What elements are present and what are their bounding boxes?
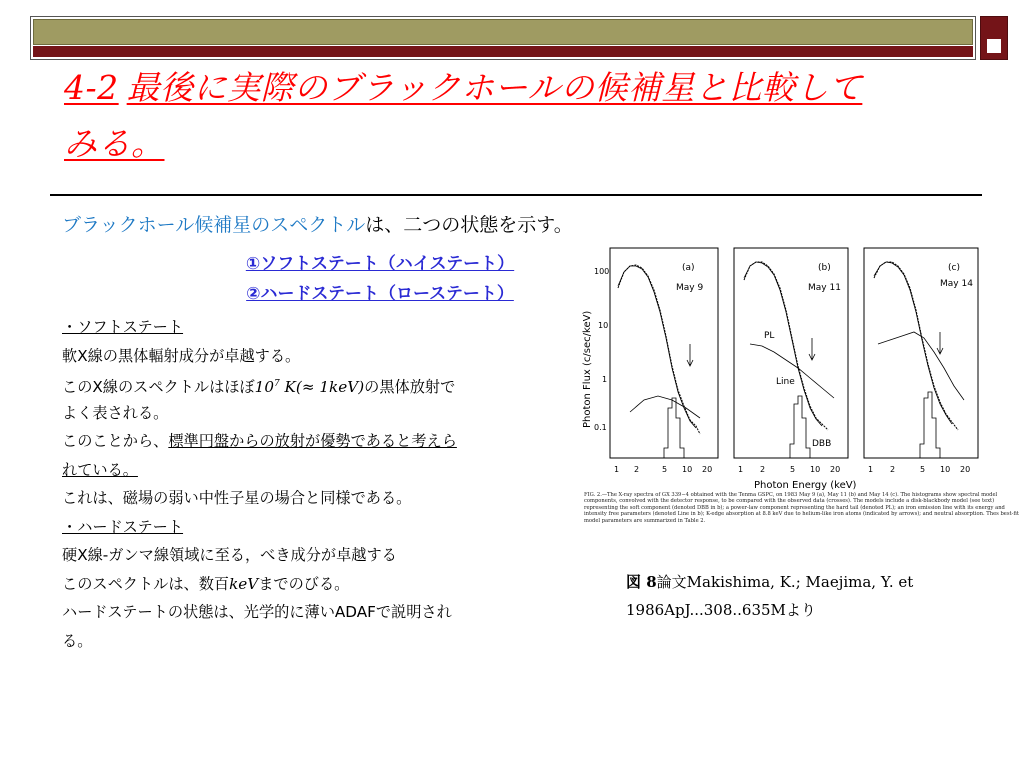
y-tick-100: 100	[594, 267, 610, 276]
panel-b-tag: (b)	[818, 263, 831, 273]
label-line: Line	[776, 377, 795, 387]
slide-title-line1: 最後に実際のブラックホールの候補星と比較して	[126, 68, 863, 107]
soft-line-2b: の黒体放射で	[364, 378, 456, 397]
formula-exponent: 7	[273, 379, 280, 389]
temperature-formula	[255, 378, 364, 396]
hard-line-2b: までのびる。	[258, 574, 350, 593]
panel-b-x-20: 20	[830, 465, 841, 474]
panel-b-date: May 11	[808, 283, 841, 293]
panel-c-x-20: 20	[960, 465, 971, 474]
hard-line-2	[62, 570, 552, 599]
panel-b	[734, 248, 848, 474]
corner-square-inner	[987, 39, 1001, 53]
header-bar-olive	[33, 19, 973, 45]
y-tick-1: 1	[602, 375, 608, 384]
soft-line-4	[62, 427, 552, 456]
spectra-figure	[578, 240, 1018, 530]
panel-a-date: May 9	[676, 283, 704, 293]
label-pl: PL	[764, 331, 775, 341]
panel-c	[864, 248, 978, 474]
soft-line-4a: このことから、	[62, 432, 169, 450]
panel-b-x-5: 5	[790, 465, 796, 474]
hard-line-4: る。	[62, 631, 93, 650]
panel-a-x-20: 20	[702, 465, 713, 474]
soft-line-4b: 標準円盤からの放射が優勢であると考えら	[168, 432, 457, 450]
panel-a-x-1: 1	[614, 465, 620, 474]
panel-b-pl	[750, 344, 834, 398]
panel-a-tag: (a)	[682, 263, 695, 273]
formula-base: 10	[254, 378, 274, 397]
intro-highlight: ブラックホール候補星のスペクトル	[62, 214, 366, 236]
figure-caption: FIG. 2.—The X-ray spectra of GX 339−4 obtained with the Tenma GSPC, on 1983 May 9 (a), May 11 (b) and May 14 (c). The histograms show spectral model components, convolved with the detector response, to be compared with the observed data (crosses). The models include a disk-blackbody model (see text) representing the soft component (denoted DBB in b); a power-law component representing the hard tail (denoted PL); an iron emission line with its energy and intensity free parameters (denoted Line in b); K-edge absorption at 8.8 keV due to helium-like iron atoms (indicated by arrows); and neutral absorption. Thes best-fit model parameters are summarized in Table 2.	[584, 492, 1019, 524]
slide-number: 4-2	[64, 68, 119, 107]
soft-line-1: 軟X線の黒体輻射成分が卓越する。	[62, 346, 301, 365]
panel-b-line	[790, 396, 810, 458]
slide-title-line2: みる。	[64, 124, 165, 163]
panel-c-arrow	[937, 332, 943, 354]
intro-rest: は、二つの状態を示す。	[365, 214, 573, 236]
panel-a-x-2: 2	[634, 465, 640, 474]
title-divider	[50, 194, 982, 196]
panel-c-x-10: 10	[940, 465, 951, 474]
panel-b-x-10: 10	[810, 465, 821, 474]
soft-line-2	[62, 370, 552, 399]
soft-line-3: よく表される。	[62, 403, 169, 422]
panel-a-x-5: 5	[662, 465, 668, 474]
panel-a	[610, 248, 718, 474]
hard-line-1: 硬X線-ガンマ線領域に至る，べき成分が卓越する	[62, 546, 397, 564]
figure-reference-line2: 1986ApJ...308..635Mより	[626, 601, 816, 619]
y-tick-0-1: 0.1	[594, 423, 607, 432]
panel-c-line	[920, 392, 940, 458]
figure-reference	[626, 568, 1006, 624]
header-bar-maroon	[33, 46, 973, 57]
panel-c-x-2: 2	[890, 465, 896, 474]
panel-b-x-2: 2	[760, 465, 766, 474]
x-axis-label: Photon Energy (keV)	[754, 480, 857, 491]
soft-heading: ・ソフトステート	[62, 318, 184, 336]
hard-heading: ・ハードステート	[62, 517, 184, 536]
state-soft: ①ソフトステート（ハイステート）	[245, 254, 515, 274]
header-bar	[30, 16, 976, 60]
soft-line-2a: このX線のスペクトルはほぼ	[62, 378, 255, 397]
soft-line-5: れている。	[62, 460, 138, 479]
panel-a-x-10: 10	[682, 465, 693, 474]
panel-c-tag: (c)	[948, 263, 960, 273]
figure-reference-line1	[626, 568, 1006, 596]
panel-a-line	[664, 398, 684, 458]
panel-a-pl	[630, 396, 700, 418]
panel-c-x-1: 1	[868, 465, 874, 474]
panel-b-x-1: 1	[738, 465, 744, 474]
state-hard: ②ハードステート（ローステート）	[246, 284, 514, 304]
label-dbb: DBB	[812, 439, 832, 449]
panel-c-pl	[878, 332, 964, 400]
body-text	[62, 313, 552, 655]
figure-label: 図 8	[626, 573, 657, 591]
panel-a-arrow	[687, 344, 693, 366]
y-tick-10: 10	[598, 321, 609, 330]
y-axis-label: Photon Flux (c/sec/keV)	[582, 310, 593, 428]
intro-text	[62, 212, 573, 238]
panel-c-x-5: 5	[920, 465, 926, 474]
formula-rest: K(≈ 1keV)	[279, 378, 365, 397]
hard-line-2a: このスペクトルは、数百	[62, 574, 230, 593]
figure-reference-text1: 論文Makishima, K.; Maejima, Y. et	[656, 573, 914, 591]
panel-c-date: May 14	[940, 279, 973, 289]
hard-line-3: ハードステートの状態は、光学的に薄いADAFで説明され	[62, 603, 452, 621]
corner-square	[980, 16, 1008, 60]
panel-b-arrow	[809, 338, 815, 360]
slide-title	[64, 60, 964, 172]
hard-line-2-unit: keV	[229, 574, 259, 593]
soft-line-6: これは、磁場の弱い中性子星の場合と同様である。	[62, 489, 412, 507]
